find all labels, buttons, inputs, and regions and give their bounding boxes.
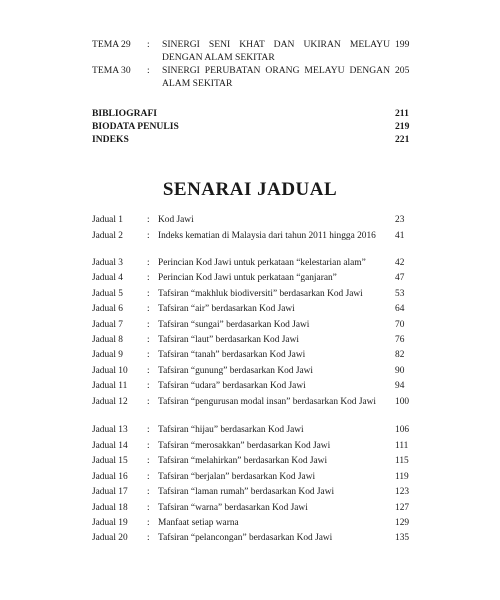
table-title: Tafsiran “makhluk biodiversiti” berdasarkan Kod Jawi [158,289,363,299]
table-label: Jadual 8 [92,335,123,345]
toc-colon: : [147,320,150,330]
table-title: Tafsiran “laut” berdasarkan Kod Jawi [158,335,299,345]
toc-colon: : [147,39,150,50]
table-title: Tafsiran “tanah” berdasarkan Kod Jawi [158,350,306,360]
table-page: 100 [395,397,410,407]
toc-colon: : [147,487,150,497]
table-title: Tafsiran “melahirkan” berdasarkan Kod Jawi [158,456,328,466]
toc-entry-label: TEMA 30 [92,65,131,76]
table-title: Tafsiran “pengurusan modal insan” berdasarkan Kod Jawi [158,397,377,407]
toc-colon: : [147,258,150,268]
toc-colon: : [147,289,150,299]
toc-colon: : [147,231,150,241]
table-page: 119 [395,472,409,482]
toc-entry-page: 221 [395,134,410,145]
table-page: 53 [395,289,405,299]
toc-colon: : [147,397,150,407]
toc-colon: : [147,503,150,513]
table-label: Jadual 10 [92,366,128,376]
table-title: Tafsiran “air” berdasarkan Kod Jawi [158,304,295,314]
toc-colon: : [147,472,150,482]
table-title: Tafsiran “sungai” berdasarkan Kod Jawi [158,320,310,330]
table-page: 106 [395,425,410,435]
toc-colon: : [147,456,150,466]
table-title: Tafsiran “gunung” berdasarkan Kod Jawi [158,366,314,376]
table-page: 127 [395,503,410,513]
toc-colon: : [147,518,150,528]
toc-colon: : [147,441,150,451]
table-title: Tafsiran “hijau” berdasarkan Kod Jawi [158,425,304,435]
table-label: Jadual 13 [92,425,128,435]
table-title: Perincian Kod Jawi untuk perkataan “ganjaran” [158,273,337,283]
table-page: 42 [395,258,405,268]
table-title: Perincian Kod Jawi untuk perkataan “kelestarian alam” [158,258,366,268]
table-title: Tafsiran “laman rumah” berdasarkan Kod Jawi [158,487,335,497]
table-label: Jadual 1 [92,215,123,225]
table-title: Tafsiran “merosakkan” berdasarkan Kod Jawi [158,441,331,451]
toc-colon: : [147,65,150,76]
toc-colon: : [147,273,150,283]
toc-entry-page: 199 [395,39,410,50]
toc-entry-label: BIBLIOGRAFI [92,108,158,119]
table-page: 23 [395,215,405,225]
table-page: 123 [395,487,410,497]
table-page: 115 [395,456,409,466]
toc-colon: : [147,533,150,543]
table-page: 47 [395,273,405,283]
toc-colon: : [147,304,150,314]
table-page: 76 [395,335,405,345]
table-label: Jadual 12 [92,397,128,407]
toc-entry-label: INDEKS [92,134,129,145]
table-label: Jadual 6 [92,304,123,314]
table-label: Jadual 16 [92,472,128,482]
toc-colon: : [147,335,150,345]
table-label: Jadual 18 [92,503,128,513]
table-title: Manfaat setiap warna [158,518,239,528]
toc-entry-page: 211 [395,108,409,119]
toc-entry-label: TEMA 29 [92,39,131,50]
table-label: Jadual 9 [92,350,123,360]
table-title: Tafsiran “pelancongan” berdasarkan Kod Jawi [158,533,333,543]
table-label: Jadual 17 [92,487,128,497]
table-label: Jadual 11 [92,381,128,391]
table-label: Jadual 7 [92,320,123,330]
table-label: Jadual 5 [92,289,123,299]
table-title: Kod Jawi [158,215,194,225]
table-page: 90 [395,366,405,376]
table-title: Indeks kematian di Malaysia dari tahun 2011 hingga 2016 [158,231,376,241]
table-page: 94 [395,381,405,391]
table-label: Jadual 19 [92,518,128,528]
table-title: Tafsiran “warna” berdasarkan Kod Jawi [158,503,308,513]
toc-colon: : [147,350,150,360]
table-page: 41 [395,231,405,241]
toc-colon: : [147,381,150,391]
toc-entry-label: BIODATA PENULIS [92,121,179,132]
section-heading: SENARAI JADUAL [162,179,338,200]
table-label: Jadual 14 [92,441,128,451]
toc-entry-page: 219 [395,121,410,132]
toc-entry-title: SINERGI PERUBATAN ORANG MELAYU DENGAN ALAM SEKITAR [162,65,390,89]
toc-colon: : [147,425,150,435]
table-page: 129 [395,518,410,528]
toc-colon: : [147,215,150,225]
table-title: Tafsiran “udara” berdasarkan Kod Jawi [158,381,306,391]
table-page: 111 [395,441,409,451]
table-page: 135 [395,533,410,543]
table-page: 82 [395,350,405,360]
toc-entry-title: SINERGI SENI KHAT DAN UKIRAN MELAYU DENGAN ALAM SEKITAR [162,39,390,63]
table-page: 70 [395,320,405,330]
toc-entry-page: 205 [395,65,410,76]
table-label: Jadual 3 [92,258,123,268]
table-page: 64 [395,304,405,314]
table-label: Jadual 2 [92,231,123,241]
toc-colon: : [147,366,150,376]
table-label: Jadual 15 [92,456,128,466]
table-title: Tafsiran “berjalan” berdasarkan Kod Jawi [158,472,316,482]
table-label: Jadual 4 [92,273,123,283]
table-label: Jadual 20 [92,533,128,543]
